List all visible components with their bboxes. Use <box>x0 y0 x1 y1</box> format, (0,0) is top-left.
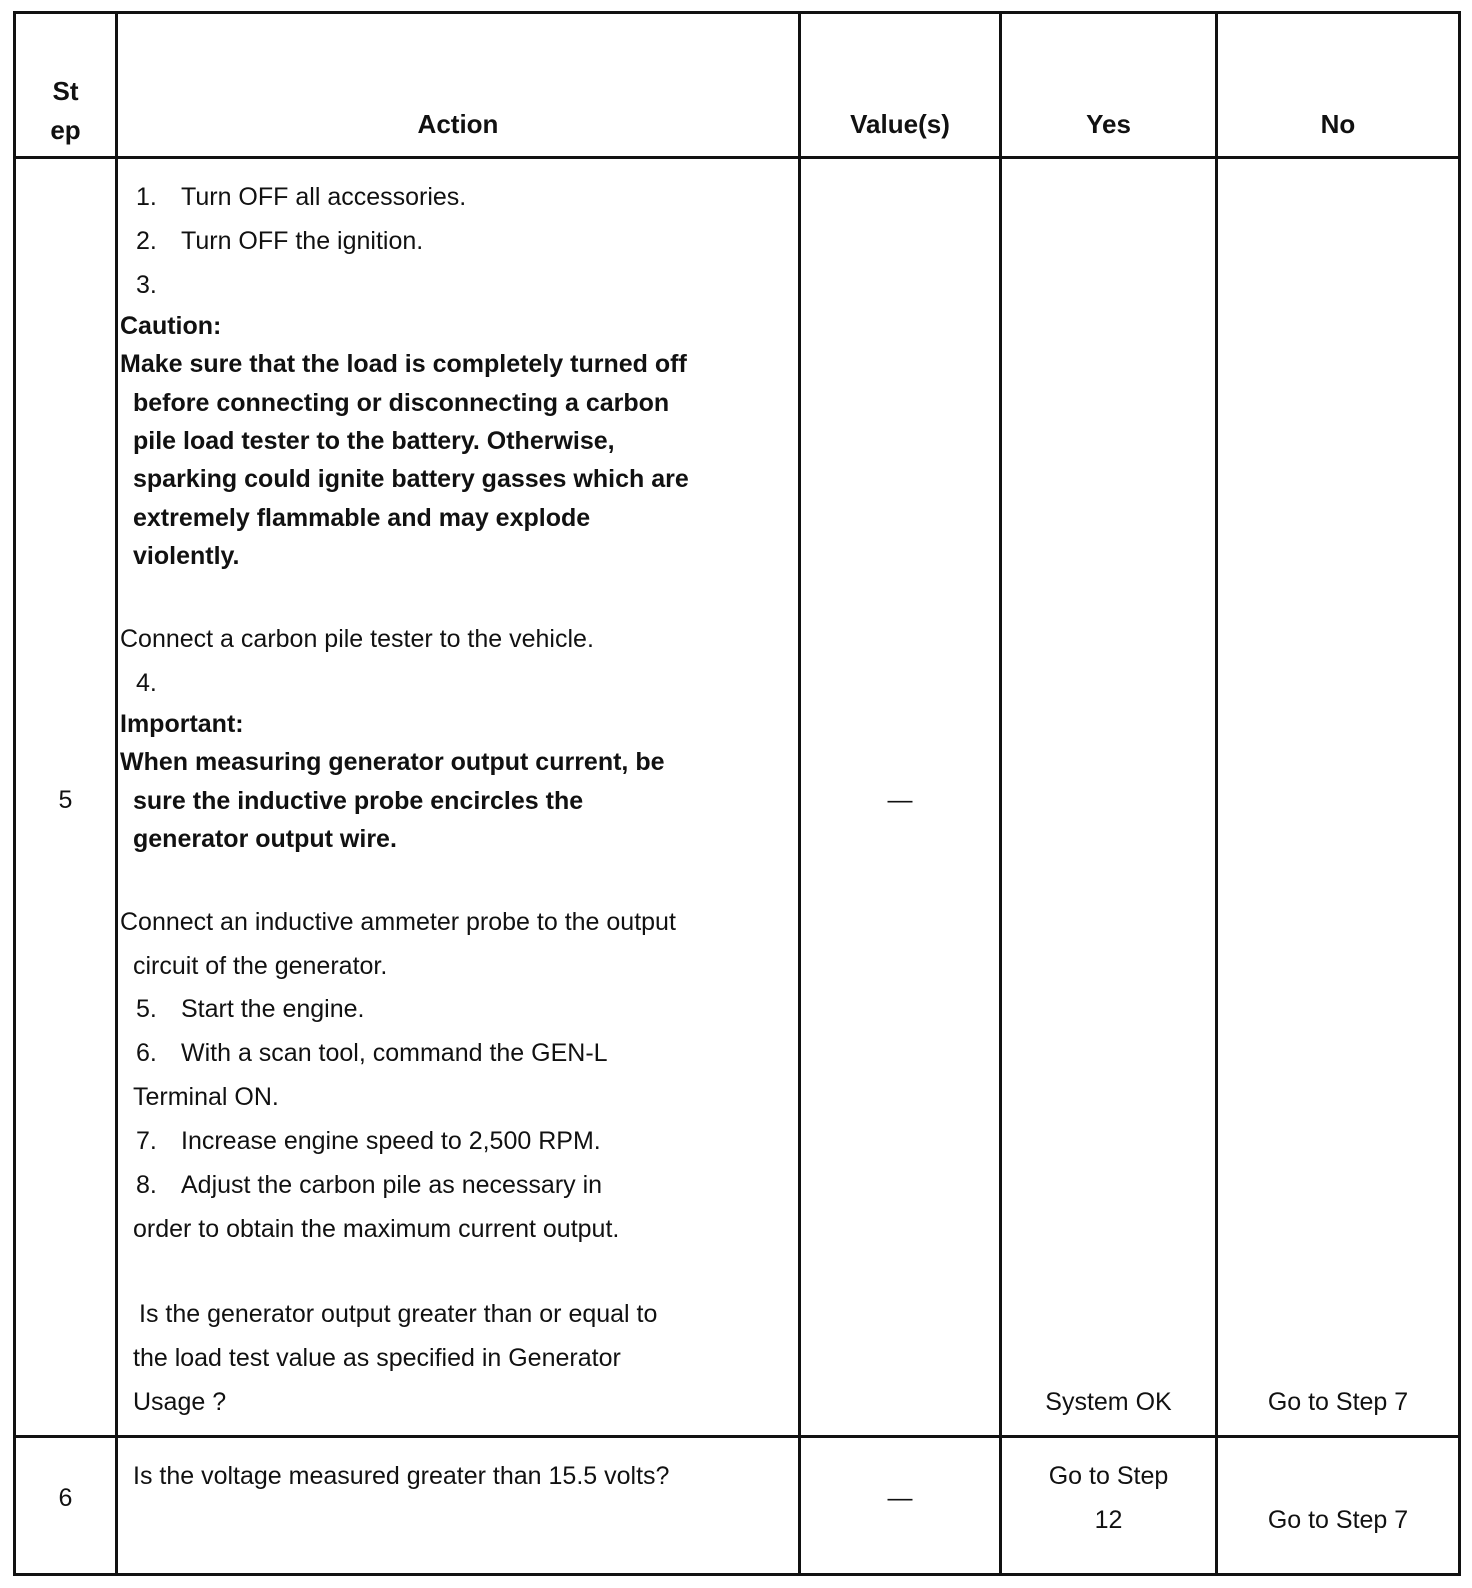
value-cell: — <box>887 786 913 814</box>
header-step <box>16 72 115 150</box>
caution-text-line: extremely flammable and may explode <box>133 504 591 532</box>
list-item-number: 5. <box>136 995 157 1023</box>
caution-text-line: before connecting or disconnecting a carbon <box>133 389 670 417</box>
header-yes: Yes <box>1086 109 1131 139</box>
list-item-text: Start the engine. <box>181 995 365 1023</box>
important-text-line: sure the inductive probe encircles the <box>133 787 584 815</box>
value-cell: — <box>887 1484 913 1512</box>
question-line: Is the voltage measured greater than 15.5 volts? <box>133 1462 670 1490</box>
column-divider <box>1215 14 1218 1573</box>
list-item-text: Connect a carbon pile tester to the vehicle. <box>120 625 594 653</box>
caution-text-line: pile load tester to the battery. Otherwise, <box>133 427 615 455</box>
list-item-number: 6. <box>136 1039 157 1067</box>
list-item-text: Terminal ON. <box>133 1083 279 1111</box>
question-line: Usage ? <box>133 1388 227 1416</box>
list-item-text: Turn OFF all accessories. <box>181 183 467 211</box>
header-step-line1: St <box>52 76 79 106</box>
important-text-line: generator output wire. <box>133 825 397 853</box>
caution-text-line: Make sure that the load is completely turned off <box>120 350 687 378</box>
diagnostic-table <box>13 11 1461 1576</box>
header-values: Value(s) <box>850 109 950 139</box>
caution-text-line: sparking could ignite battery gasses which are <box>133 465 689 493</box>
header-action: Action <box>417 109 499 139</box>
caution-title: Caution: <box>120 312 222 340</box>
list-item-text: circuit of the generator. <box>133 952 388 980</box>
no-cell: Go to Step 7 <box>1267 1388 1409 1416</box>
list-item-text: Adjust the carbon pile as necessary in <box>181 1171 603 1199</box>
yes-cell-line1: Go to Step <box>1048 1462 1169 1490</box>
list-item-text: With a scan tool, command the GEN-L <box>181 1039 608 1067</box>
list-item-text: order to obtain the maximum current output. <box>133 1215 620 1243</box>
step-number: 5 <box>58 786 73 814</box>
no-cell: Go to Step 7 <box>1267 1506 1409 1534</box>
row-divider <box>16 1435 1458 1438</box>
list-item-number: 2. <box>136 227 157 255</box>
important-text-line: When measuring generator output current, be <box>120 748 665 776</box>
list-item-text: Turn OFF the ignition. <box>181 227 424 255</box>
list-item-text: Increase engine speed to 2,500 RPM. <box>181 1127 601 1155</box>
list-item-text: Connect an inductive ammeter probe to the output <box>120 908 676 936</box>
list-item-number: 3. <box>136 271 157 299</box>
yes-cell-line2: 12 <box>1094 1506 1123 1534</box>
header-no: No <box>1320 109 1356 139</box>
important-title: Important: <box>120 710 244 738</box>
caution-text-line: violently. <box>133 542 240 570</box>
list-item-number: 7. <box>136 1127 157 1155</box>
list-item-number: 1. <box>136 183 157 211</box>
step-number: 6 <box>58 1484 73 1512</box>
list-item-number: 4. <box>136 669 157 697</box>
question-line: Is the generator output greater than or equal to <box>139 1300 658 1328</box>
header-step-line2: ep <box>50 115 81 145</box>
column-divider <box>115 14 118 1573</box>
question-line: the load test value as specified in Generator <box>133 1344 621 1372</box>
row-divider <box>16 156 1458 159</box>
yes-cell: System OK <box>1045 1388 1172 1416</box>
column-divider <box>999 14 1002 1573</box>
list-item-number: 8. <box>136 1171 157 1199</box>
